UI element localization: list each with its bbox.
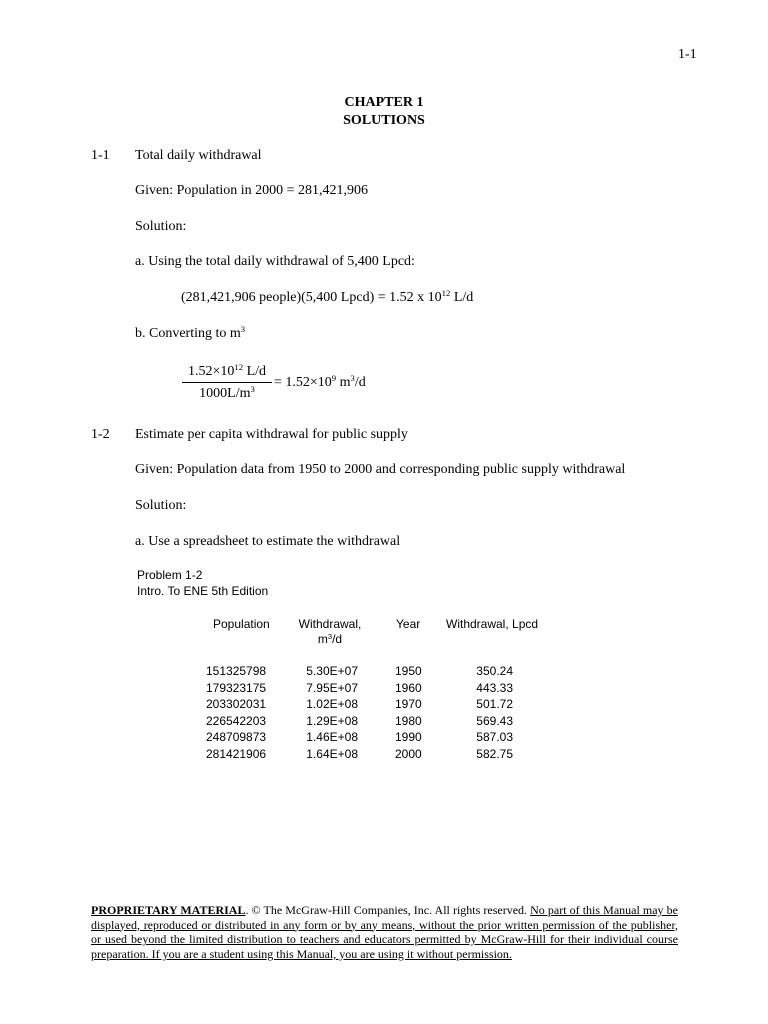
table-cell-lpcd: 582.75 bbox=[476, 746, 513, 761]
result-unit-exponent: 3 bbox=[350, 373, 355, 384]
table-cell-withdrawal: 1.64E+08 bbox=[306, 746, 358, 761]
fraction-result bbox=[274, 375, 366, 391]
header-lpcd: Withdrawal, Lpcd bbox=[446, 617, 539, 631]
numerator-text: 1.52×10 bbox=[187, 364, 235, 379]
table-cell-year: 1960 bbox=[395, 680, 422, 695]
result-text: = 1.52×10 bbox=[274, 375, 332, 390]
table-cell-withdrawal: 1.46E+08 bbox=[306, 730, 358, 744]
table-cell-lpcd: 587.03 bbox=[476, 730, 513, 744]
problem-1-1-given: Given: Population in 2000 = 281,421,906 bbox=[135, 183, 369, 198]
header-year: Year bbox=[396, 617, 421, 631]
column-population bbox=[206, 663, 266, 762]
withdrawal-unit-exponent: 3 bbox=[327, 631, 333, 641]
table-cell-population: 281421906 bbox=[206, 746, 267, 761]
numerator-exponent: 12 bbox=[234, 362, 244, 373]
numerator-unit: L/d bbox=[243, 364, 267, 379]
column-year bbox=[395, 663, 422, 762]
permission-text: No part of this Manual may be displayed, reproduced or distributed in any form or by any means, without the prior written permission of the publisher, or used beyond the limited distribution to teachers and educators permitted by McGraw-Hill for their individual course preparation. If you are a student using this Manual, you are using it without permission. bbox=[91, 903, 678, 961]
equation-text: (281,421,906 people)(5,400 Lpcd) = 1.52 x 10 bbox=[181, 290, 442, 305]
problem-1-2-solution-label: Solution: bbox=[135, 498, 187, 513]
table-cell-year: 2000 bbox=[395, 746, 422, 761]
problem-1-2-number: 1-2 bbox=[91, 427, 110, 442]
problem-1-2-given: Given: Population data from 1950 to 2000 and corresponding public supply withdrawal bbox=[135, 462, 626, 477]
column-lpcd bbox=[470, 663, 513, 762]
table-cell-year: 1990 bbox=[395, 730, 422, 744]
chapter-title: CHAPTER 1 bbox=[344, 95, 424, 110]
table-cell-population: 226542203 bbox=[206, 713, 267, 728]
table-cell-year: 1980 bbox=[395, 713, 422, 728]
table-cell-withdrawal: 1.29E+08 bbox=[306, 713, 358, 728]
table-cell-withdrawal: 5.30E+07 bbox=[306, 664, 358, 678]
table-cell-population: 179323175 bbox=[206, 680, 267, 695]
table-cell-year: 1970 bbox=[395, 697, 422, 711]
equation-unit: L/d bbox=[450, 290, 474, 305]
proprietary-label: PROPRIETARY MATERIAL bbox=[91, 903, 246, 917]
table-cell-withdrawal: 7.95E+07 bbox=[306, 680, 358, 695]
equation-exponent: 12 bbox=[441, 288, 451, 299]
chapter-subtitle: SOLUTIONS bbox=[343, 113, 425, 128]
table-cell-population: 248709873 bbox=[206, 730, 267, 744]
header-withdrawal: Withdrawal, bbox=[298, 617, 362, 631]
table-cell-population: 203302031 bbox=[206, 697, 267, 711]
step-b-exponent: 3 bbox=[240, 324, 246, 335]
step-b-text: b. Converting to m bbox=[135, 326, 241, 341]
fraction-numerator bbox=[182, 364, 272, 380]
problem-1-2-title: Estimate per capita withdrawal for public supply bbox=[135, 427, 408, 442]
denominator-text: 1000L/m bbox=[199, 386, 251, 401]
copyright-text: . © The McGraw-Hill Companies, Inc. All rights reserved. bbox=[245, 903, 531, 917]
table-cell-lpcd: 569.43 bbox=[476, 713, 513, 728]
result-unit: m bbox=[336, 375, 351, 390]
header-population: Population bbox=[213, 617, 270, 631]
page-number: 1-1 bbox=[678, 47, 697, 62]
spreadsheet-subtitle: Intro. To ENE 5th Edition bbox=[137, 584, 269, 598]
result-unit-per-day: /d bbox=[354, 375, 366, 390]
denominator-exponent: 3 bbox=[250, 384, 255, 395]
column-withdrawal bbox=[300, 663, 358, 762]
result-exponent: 9 bbox=[331, 373, 337, 384]
table-cell-population: 151325798 bbox=[206, 664, 267, 678]
problem-1-1-step-b bbox=[135, 326, 245, 342]
table-cell-lpcd: 443.33 bbox=[476, 680, 513, 695]
problem-1-1-solution-label: Solution: bbox=[135, 219, 187, 234]
proprietary-notice bbox=[91, 903, 678, 961]
problem-1-1-step-a: a. Using the total daily withdrawal of 5,400 Lpcd: bbox=[135, 254, 415, 269]
table-cell-lpcd: 501.72 bbox=[476, 697, 513, 711]
fraction-denominator bbox=[182, 386, 272, 402]
spreadsheet-title: Problem 1-2 bbox=[137, 568, 203, 582]
withdrawal-unit-m: m bbox=[317, 632, 328, 646]
problem-1-1-title: Total daily withdrawal bbox=[135, 148, 262, 163]
table-cell-withdrawal: 1.02E+08 bbox=[306, 697, 358, 711]
header-withdrawal-unit bbox=[290, 632, 370, 646]
fraction-bar bbox=[182, 382, 272, 383]
table-cell-year: 1950 bbox=[395, 664, 422, 678]
withdrawal-unit-per-day: /d bbox=[332, 632, 343, 646]
equation-daily-withdrawal bbox=[181, 290, 473, 306]
problem-1-2-step-a: a. Use a spreadsheet to estimate the withdrawal bbox=[135, 534, 401, 549]
table-cell-lpcd: 350.24 bbox=[476, 664, 513, 678]
problem-1-1-number: 1-1 bbox=[91, 148, 110, 163]
